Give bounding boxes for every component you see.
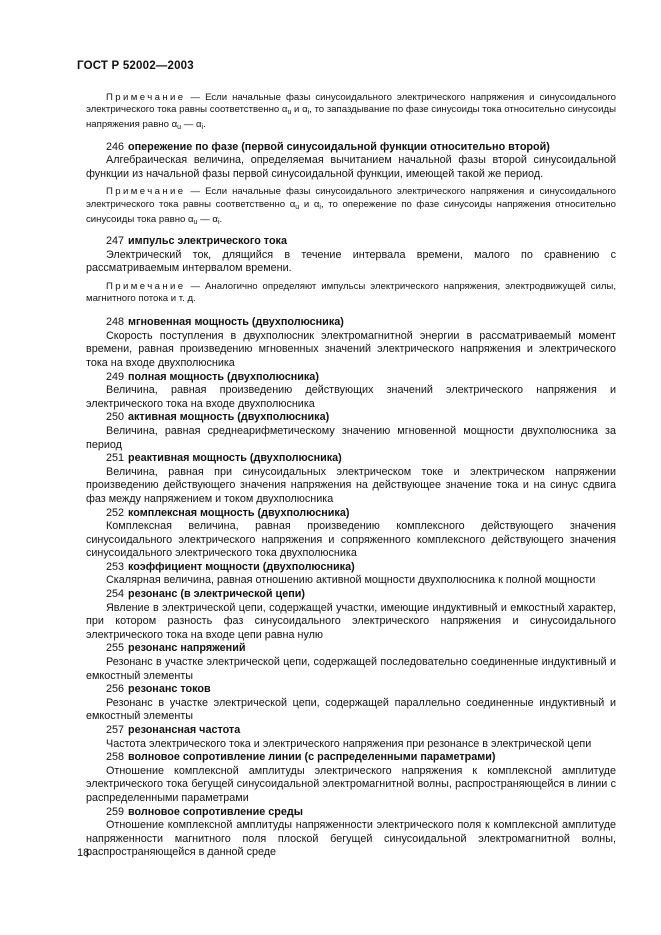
note-2-text-e: . <box>219 213 223 225</box>
term-249-title <box>86 371 616 385</box>
note-2-text-c: , то опережение по фазе синусоиды напряжения относительно синусоиды тока равно α <box>86 198 616 225</box>
subscript-i: i <box>319 203 321 211</box>
term-title: комплексная мощность (двухполюсника) <box>128 506 350 519</box>
term-title: реактивная мощность (двухполюсника) <box>128 452 342 465</box>
note-3-text: — Аналогично определяют импульсы электрического напряжения, электродвижущей силы, магнитного потока и т. д. <box>86 280 616 304</box>
note-1-text-b: и α <box>291 104 308 116</box>
term-title: коэффициент мощности (двухполюсника) <box>128 560 355 573</box>
subscript-i: i <box>307 109 310 117</box>
note-1 <box>86 92 616 135</box>
term-title: импульс электрического тока <box>128 235 287 247</box>
term-247-title <box>86 235 616 249</box>
term-248-definition: Скорость поступления в двухполюсник электромагнитной энергии в рассматриваемый момент времени, равная произведению мгновенных значений электрического напряжения и электрического тока на входе двухполюсника <box>86 329 616 369</box>
term-number: 252 <box>106 506 125 519</box>
term-number: 256 <box>106 683 125 696</box>
term-251-definition: Величина, равная при синусоидальных электрическом токе и электрическом напряжении произведению действующего значения напряжения на действующее значение тока и на синус сдвига фаз между напряжением и током двухполюсника <box>86 465 616 505</box>
subscript-u: u <box>295 203 300 211</box>
term-title: полная мощность (двухполюсника) <box>128 370 319 383</box>
document-body <box>86 92 616 860</box>
term-247-definition: Электрический ток, длящийся в течение интервала времени, малого по сравнению с рассматриваемым интервалом времени. <box>86 248 616 275</box>
note-1-text-e: . <box>203 119 206 131</box>
term-number: 257 <box>106 724 125 736</box>
note-label: Примечание <box>106 186 186 198</box>
note-label: Примечание <box>106 280 186 292</box>
term-number: 246 <box>106 140 125 153</box>
subscript-i: i <box>201 124 204 132</box>
note-1-text-d: — α <box>181 119 202 131</box>
term-252-title <box>86 507 616 521</box>
term-253-definition: Скалярная величина, равная отношению активной мощности двухполюсника к полной мощности <box>106 574 596 587</box>
term-255-definition: Резонанс в участке электрической цепи, содержащей последовательно соединенные индуктивный и емкостный элементы <box>86 656 616 682</box>
term-title: активная мощность (двухполюсника) <box>128 411 330 424</box>
term-number: 258 <box>106 751 125 764</box>
term-257-definition: Частота электрического тока и электрического напряжения при резонансе в электрической цепи <box>106 737 592 750</box>
term-number: 249 <box>106 370 125 383</box>
term-number: 254 <box>106 588 125 601</box>
term-259-definition: Отношение комплексной амплитуды напряженности электрического поля к комплексной амплитуде напряженности магнитного поля плоской бегущей синусоидальной электромагнитной волны, распространяющейся в данной среде <box>86 819 616 859</box>
term-number: 255 <box>106 642 125 655</box>
term-246-title <box>86 141 616 155</box>
term-251-title <box>86 452 616 466</box>
subscript-u: u <box>177 124 182 132</box>
term-title: резонанс напряжений <box>128 642 246 655</box>
term-number: 251 <box>106 452 125 465</box>
term-title: опережение по фазе (первой синусоидальной функции относительно второй) <box>128 140 550 153</box>
term-title: волновое сопротивление линии (с распределенными параметрами) <box>128 751 496 764</box>
term-252-definition: Комплексная величина, равная произведению комплексного действующего значения синусоидального электрического напряжения и сопряженного комплексного действующего значения синусоидального электрического тока двухполюсника <box>86 520 616 560</box>
term-250-title <box>86 411 616 425</box>
term-title: мгновенная мощность (двухполюсника) <box>128 316 344 329</box>
note-2 <box>86 186 616 229</box>
term-248-title <box>86 316 616 330</box>
term-250-definition: Величина, равная среднеарифметическому значению мгновенной мощности двухполюсника за период <box>86 424 616 451</box>
term-257-title <box>86 724 616 738</box>
note-2-text-a: — Если начальные фазы синусоидального электрического напряжения и синусоидального электрического тока равны соответственно α <box>86 186 616 210</box>
term-title: волновое сопротивление среды <box>128 805 303 818</box>
term-title: резонанс (в электрической цепи) <box>128 588 305 601</box>
term-title: резонанс токов <box>128 683 211 696</box>
note-label: Примечание <box>106 92 186 103</box>
page-number: 18 <box>77 847 90 859</box>
term-254-definition: Явление в электрической цепи, содержащей участки, имеющие индуктивный и емкостный характер, при котором разность фаз синусоидального электрического напряжения и синусоидального электрического тока на входе цепи равна нулю <box>86 601 616 641</box>
term-256-title <box>86 683 616 697</box>
term-254-title <box>86 588 616 602</box>
document-header: ГОСТ Р 52002—2003 <box>77 60 194 72</box>
note-3 <box>86 281 616 305</box>
subscript-i: i <box>217 218 220 226</box>
term-246-definition: Алгебраическая величина, определяемая вычитанием начальной фазы второй синусоидальной функции из начальной фазы первой синусоидальной функции, имеющей такой же период. <box>86 154 616 180</box>
term-number: 248 <box>106 316 125 329</box>
term-number: 259 <box>106 805 125 818</box>
note-2-text-d: — α <box>197 213 218 225</box>
note-1-text-a: — Если начальные фазы синусоидального электрического напряжения и синусоидального электрического тока равны соответственно α <box>86 92 616 116</box>
term-249-definition: Величина, равная произведению действующих значений электрического напряжения и электрического тока на входе двухполюсника <box>86 384 616 410</box>
term-number: 247 <box>106 235 125 247</box>
term-259-title <box>86 806 616 820</box>
term-number: 250 <box>106 411 125 424</box>
term-258-definition: Отношение комплексной амплитуды электрического напряжения к комплексной амплитуде электрического тока бегущей синусоидальной электромагнитной волны, распространяющейся в линии с распределенными параметрами <box>86 764 616 804</box>
term-title: резонансная частота <box>128 724 241 736</box>
subscript-u: u <box>287 109 292 117</box>
note-1-text-c: , то запаздывание по фазе синусоиды тока относительно синусоиды напряжения равно α <box>86 104 616 131</box>
term-number: 253 <box>106 560 125 573</box>
term-256-definition: Резонанс в участке электрической цепи, содержащей параллельно соединенные индуктивный и емкостный элементы <box>86 696 616 723</box>
term-255-title <box>86 642 616 656</box>
term-258-title <box>86 751 616 765</box>
subscript-u: u <box>193 218 198 226</box>
note-2-text-b: и α <box>299 198 320 210</box>
term-253-title <box>86 561 616 575</box>
